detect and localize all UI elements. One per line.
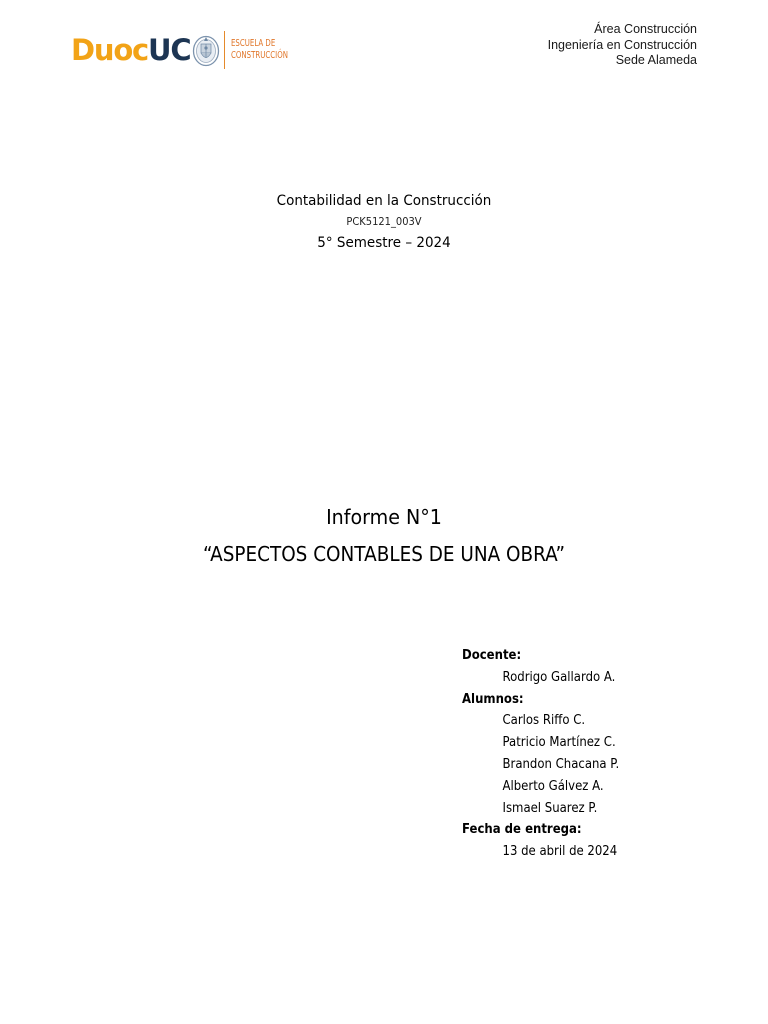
logo-wordmark (71, 32, 191, 67)
logo-school-line2: CONSTRUCCIÓN (231, 50, 289, 61)
delivery-date-label: Fecha de entrega: (462, 822, 582, 838)
header-campus: Sede Alameda (615, 53, 697, 67)
teacher-name: Rodrigo Gallardo A. (502, 669, 616, 685)
course-block (0, 190, 768, 254)
student-name: Patricio Martínez C. (502, 735, 616, 751)
header-career: Ingeniería en Construcción (547, 37, 697, 52)
logo-uc-text: UC (148, 32, 191, 67)
course-semester: 5° Semestre – 2024 (317, 235, 451, 251)
logo-school-line1: ESCUELA DE (231, 38, 276, 49)
university-seal-icon (192, 32, 220, 68)
course-code: PCK5121_003V (346, 215, 422, 228)
students-label: Alumnos: (462, 691, 524, 707)
delivery-date: 13 de abril de 2024 (502, 844, 618, 860)
logo-divider (224, 31, 225, 69)
header-institution (548, 22, 697, 69)
course-name: Contabilidad en la Construcción (276, 193, 492, 209)
student-name: Ismael Suarez P. (502, 800, 598, 816)
report-number: Informe N°1 (326, 505, 442, 529)
duoc-uc-logo (71, 30, 301, 70)
report-title-block (0, 500, 768, 574)
teacher-label: Docente: (462, 648, 522, 663)
student-name: Carlos Riffo C. (502, 713, 586, 729)
header-area: Área Construcción (594, 22, 697, 36)
student-name: Alberto Gálvez A. (502, 778, 604, 794)
report-details (462, 645, 637, 863)
logo-school-name (231, 38, 288, 62)
logo-duoc-text: Duoc (71, 32, 149, 67)
report-title: “ASPECTOS CONTABLES DE UNA OBRA” (202, 542, 566, 566)
student-name: Brandon Chacana P. (502, 756, 620, 772)
